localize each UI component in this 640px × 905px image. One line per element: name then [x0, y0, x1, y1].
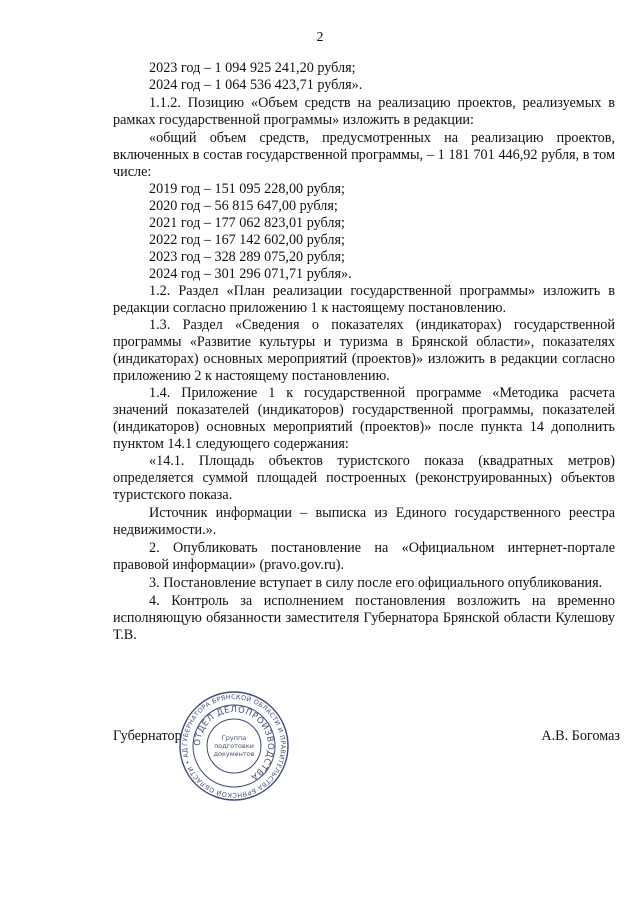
year-line-2024: 2024 год – 301 296 071,71 рубля».: [149, 266, 352, 282]
signatory-position: Губернатор: [113, 728, 182, 744]
paragraph-1-1-2-quote: «общий объем средств, предусмотренных на реализацию проектов, включенных в состав государственной программы, – 1 181 701 446,92 рубля, в том числе:: [113, 130, 615, 180]
document-body: [113, 60, 615, 644]
stamp-seal: [178, 690, 290, 802]
paragraph-1-4: 1.4. Приложение 1 к государственной программе «Методика расчета значений показателей (индикаторов) государственной программы, показателей (индикаторов) основных мероприятий (проектов)» после пункта 14 дополнить пунктом 14.1 следующего содержания:: [113, 385, 615, 452]
stamp-center-line-1: Группа: [221, 734, 247, 742]
office-stamp: [178, 690, 290, 802]
year-line-2024-total: 2024 год – 1 064 536 423,71 рубля».: [149, 77, 363, 93]
year-line-2021: 2021 год – 177 062 823,01 рубля;: [149, 215, 345, 231]
year-line-2023-total: 2023 год – 1 094 925 241,20 рубля;: [149, 60, 356, 76]
paragraph-1-3: 1.3. Раздел «Сведения о показателях (индикаторах) государственной программы «Развитие культуры и туризма в Брянской области», показателях (индикаторах) основных мероприятий (проектов)» изложить в редакции согласно приложению 2 к настоящему постановлению.: [113, 317, 615, 384]
paragraph-source: Источник информации – выписка из Единого государственного реестра недвижимости.».: [113, 505, 615, 538]
year-line-2020: 2020 год – 56 815 647,00 рубля;: [149, 198, 338, 214]
year-line-2023: 2023 год – 328 289 075,20 рубля;: [149, 249, 345, 265]
stamp-outer-text: ГУБЕРНАТОРА БРЯНСКОЙ ОБЛАСТИ И ПРАВИТЕЛЬСТВА БРЯНСКОЙ ОБЛАСТИ • АД: [180, 692, 288, 800]
paragraph-2: 2. Опубликовать постановление на «Официальном интернет-портале правовой информации» (pravo.gov.ru).: [113, 540, 615, 573]
paragraph-1-2: 1.2. Раздел «План реализации государственной программы» изложить в редакции согласно приложению 1 к настоящему постановлению.: [113, 283, 615, 316]
signatory-name: А.В. Богомаз: [541, 728, 620, 744]
stamp-inner-text: ОТДЕЛ ДЕЛОПРОИЗВОДСТВА: [192, 704, 276, 783]
paragraph-14-1: «14.1. Площадь объектов туристского показа (квадратных метров) определяется суммой площадей построенных (реконструированных) объектов туристского показа.: [113, 453, 615, 503]
page-number: 2: [316, 30, 324, 45]
paragraph-3: 3. Постановление вступает в силу после его официального опубликования.: [149, 575, 603, 591]
stamp-center-line-3: документов: [213, 750, 255, 758]
stamp-center-line-2: подготовки: [214, 742, 254, 750]
year-line-2022: 2022 год – 167 142 602,00 рубля;: [149, 232, 345, 248]
year-line-2019: 2019 год – 151 095 228,00 рубля;: [149, 181, 345, 197]
paragraph-1-1-2: 1.1.2. Позицию «Объем средств на реализацию проектов, реализуемых в рамках государственной программы» изложить в редакции:: [113, 95, 615, 128]
paragraph-4: 4. Контроль за исполнением постановления возложить на временно исполняющую обязанности заместителя Губернатора Брянской области Кулешову Т.В.: [113, 593, 615, 643]
